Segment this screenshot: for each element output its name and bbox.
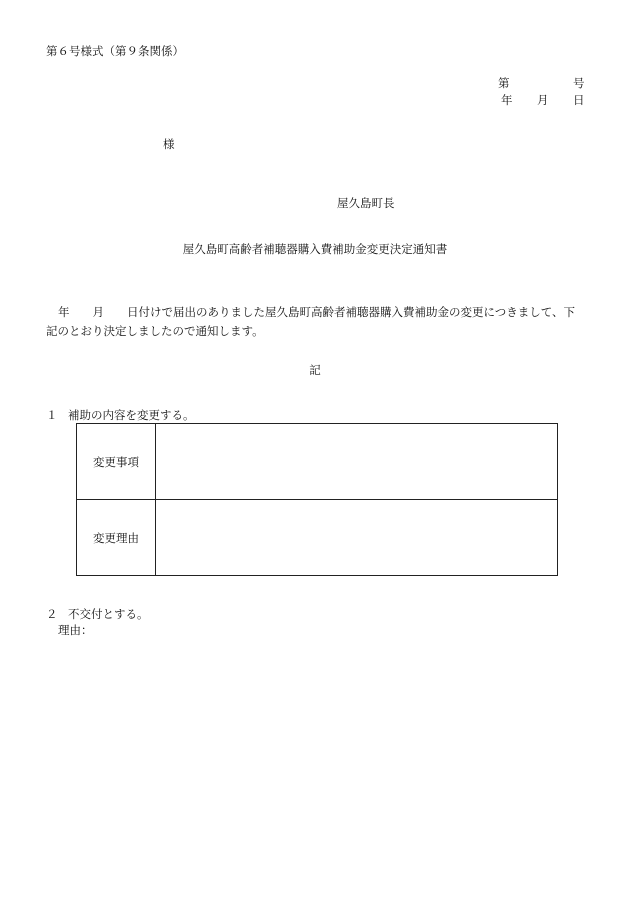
date-year-label: 年 — [501, 92, 513, 107]
document-number-line — [498, 78, 583, 90]
issuer-name: 屋久島町長 — [337, 196, 395, 210]
item-1-heading — [46, 410, 195, 422]
document-number-suffix: 号 — [573, 76, 585, 90]
change-item-value — [156, 424, 558, 500]
document-number-prefix: 第 — [498, 76, 510, 90]
table-row — [77, 424, 558, 500]
change-reason-value — [156, 500, 558, 576]
item-1-text: 補助の内容を変更する。 — [68, 408, 195, 422]
document-title: 屋久島町高齢者補聴器購入費補助金変更決定通知書 — [182, 242, 448, 256]
form-number: 第６号様式（第９条関係） — [46, 44, 184, 58]
item-2-text: 不交付とする。 — [68, 607, 149, 621]
table-row — [77, 500, 558, 576]
change-item-label: 変更事項 — [77, 424, 156, 500]
date-month-label: 月 — [537, 92, 549, 107]
document-number-date-block — [498, 78, 583, 111]
date-day-label: 日 — [573, 92, 585, 107]
ki-marker: 記 — [309, 363, 321, 377]
body-paragraph: 年 月 日付けで届出のありました屋久島町高齢者補聴器購入費補助金の変更につきまして、下記のとおり決定しましたので通知します。 — [46, 305, 576, 338]
addressee-honorific: 様 — [163, 137, 175, 151]
item-2-number: ２ — [46, 607, 58, 621]
date-line — [498, 92, 585, 107]
item-1-number: １ — [46, 408, 58, 422]
item-2-heading — [46, 609, 149, 621]
reason-label: 理由： — [58, 623, 93, 637]
change-details-table — [76, 423, 558, 576]
change-reason-label: 変更理由 — [77, 500, 156, 576]
